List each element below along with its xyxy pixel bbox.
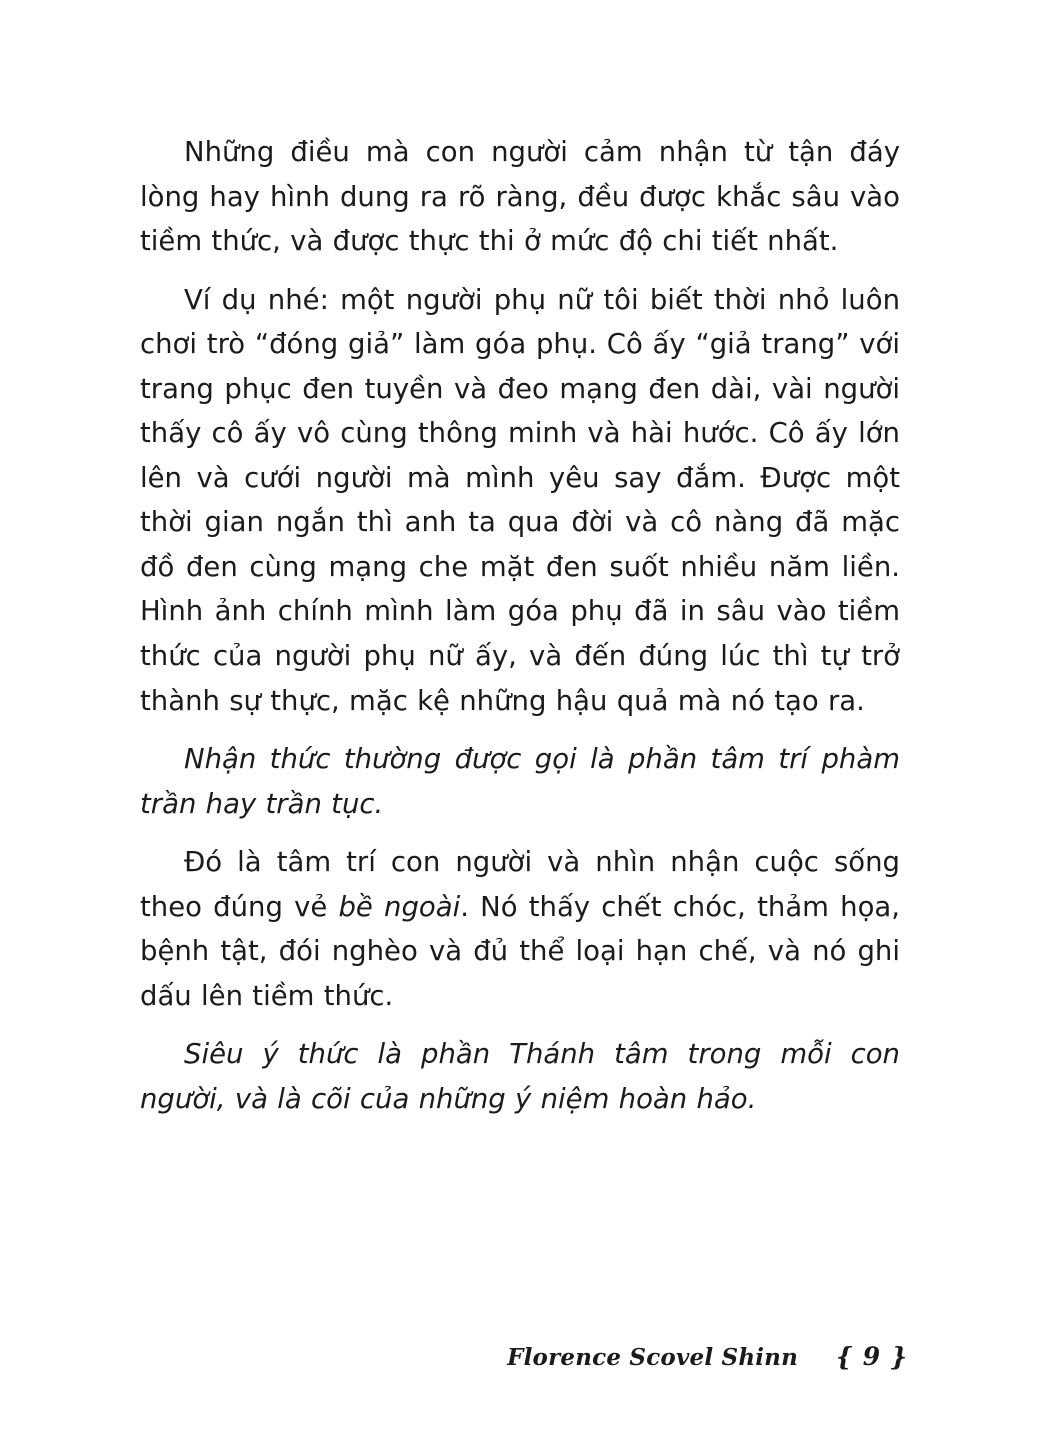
paragraph-4-segment-2-emphasis: bề ngoài [338, 890, 461, 923]
footer-author: Florence Scovel Shinn [507, 1344, 799, 1371]
page-number: { 9 } [836, 1342, 908, 1371]
page-footer [140, 1342, 908, 1371]
paragraph-4-segment-3: . Nó thấy chết chóc, thảm họa, bệnh tật, đói nghèo và đủ thể loại hạn chế, và nó ghi dấu lên tiềm thức. [140, 890, 900, 1012]
paragraph-1: Những điều mà con người cảm nhận từ tận đáy lòng hay hình dung ra rõ ràng, đều được khắc sâu vào tiềm thức, và được thực thi ở mức độ chi tiết nhất. [140, 136, 900, 258]
paragraph-5: Siêu ý thức là phần Thánh tâm trong mỗi con người, và là cõi của những ý niệm hoàn hảo. [140, 1038, 900, 1115]
paragraph-4-segment-1: Đó là tâm trí con người và nhìn nhận cuộc sống theo đúng vẻ [140, 846, 900, 923]
page-body [140, 130, 900, 1135]
paragraph-2: Ví dụ nhé: một người phụ nữ tôi biết thời nhỏ luôn chơi trò “đóng giả” làm góa phụ. Cô ấy “giả trang” với trang phục đen tuyền và đeo mạng đen dài, vài người thấy cô ấy vô cùng thông minh và hài hước. Cô ấy lớn lên và cưới người mà mình yêu say đắm. Được một thời gian ngắn thì anh ta qua đời và cô nàng đã mặc đồ đen cùng mạng che mặt đen suốt nhiều năm liền. Hình ảnh chính mình làm góa phụ đã in sâu vào tiềm thức của người phụ nữ ấy, và đến đúng lúc thì tự trở thành sự thực, mặc kệ những hậu quả mà nó tạo ra. [140, 283, 900, 717]
paragraph-4 [140, 840, 900, 1018]
paragraph-3: Nhận thức thường được gọi là phần tâm trí phàm trần hay trần tục. [140, 743, 900, 820]
